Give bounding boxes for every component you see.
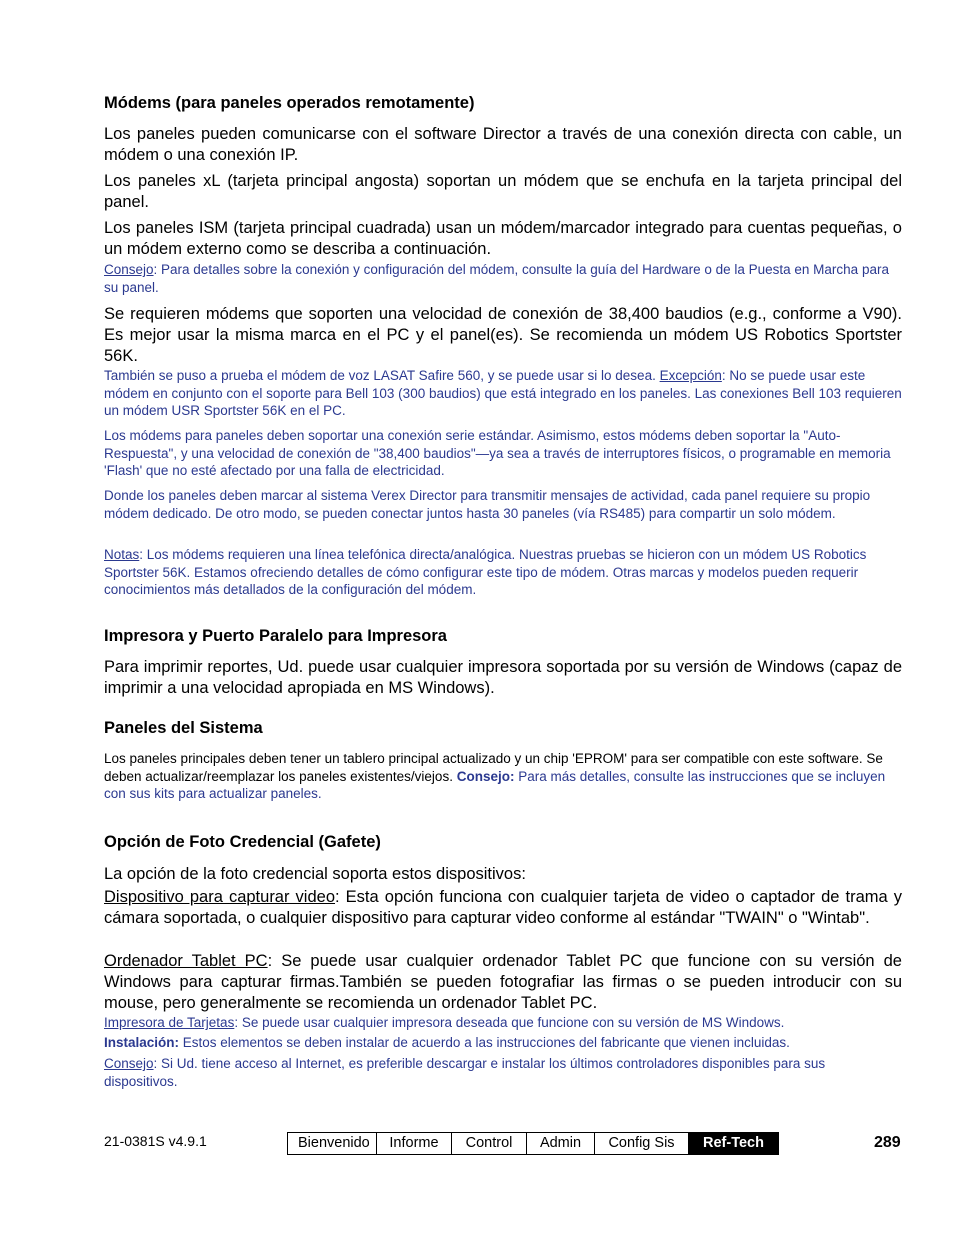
photo-heading: Opción de Foto Credencial (Gafete) <box>104 833 381 851</box>
modems-note-4 <box>104 546 902 599</box>
tab-control[interactable]: Control <box>452 1133 527 1154</box>
note-text: También se puso a prueba el módem de voz LASAT Safire 560, y se puede usar si lo desea. <box>104 368 660 383</box>
modems-note-3: Donde los paneles deben marcar al sistema Verex Director para transmitir mensajes de actividad, cada panel requiere su propio módem dedicado. De otro modo, se pueden conectar juntos hasta 30 paneles (vía RS485) para compartir un solo módem. <box>104 488 871 521</box>
modems-paragraph-1: Los paneles pueden comunicarse con el software Director a través de una conexión directa con cable, un módem o una conexión IP. <box>104 125 902 164</box>
photo-intro: La opción de la foto credencial soporta estos dispositivos: <box>104 865 526 883</box>
note-label: Instalación: <box>104 1035 180 1050</box>
tip-text: : Para detalles sobre la conexión y configuración del módem, consulte la guía del Hardware o de la Puesta en Marcha para su panel. <box>104 262 889 295</box>
photo-note-tip <box>104 1055 902 1090</box>
modems-paragraph-3: Los paneles ISM (tarjeta principal cuadrada) usan un módem/marcador integrado para cuentas pequeñas, o un módem externo como se describa a continuación. <box>104 219 902 258</box>
note-text: : Se puede usar cualquier impresora deseada que funcione con su versión de MS Windows. <box>234 1015 785 1030</box>
panels-text: Los paneles principales deben tener un tablero principal actualizado y un chip 'EPROM' para ser compatible con este software. Se deben actualizar/reemplazar los paneles existentes/viejos. <box>104 751 883 784</box>
device-text: : Se puede usar cualquier ordenador Tablet PC que funcione con su versión de Windows para capturar firmas.También se pueden fotografiar las firmas o se pueden introducir con su mouse, pero generalmente se recomienda un ordenador Tablet PC. <box>104 952 902 1012</box>
tab-admin[interactable]: Admin <box>527 1133 595 1154</box>
page-number: 289 <box>874 1134 901 1151</box>
photo-note-install <box>104 1034 902 1052</box>
modems-paragraph-4: Se requieren módems que soporten una velocidad de conexión de 38,400 baudios (e.g., conforme a V90). Es mejor usar la misma marca en el PC y el panel(es). Se recomienda un módem US Robotics Sportster 56K. <box>104 305 902 365</box>
tip-label: Consejo <box>104 262 154 277</box>
panels-paragraph <box>104 750 902 803</box>
exception-label: Excepción <box>659 368 722 383</box>
document-id: 21-0381S v4.9.1 <box>104 1133 207 1149</box>
note-label: Impresora de Tarjetas <box>104 1015 235 1030</box>
modems-paragraph-2: Los paneles xL (tarjeta principal angosta) soportan un módem que se enchufa en la tarjeta principal del panel. <box>104 172 902 211</box>
modems-note-2: Los módems para paneles deben soportar una conexión serie estándar. Asimismo, estos módems deben soportar la "Auto-Respuesta", y una velocidad de conexión de "38,400 baudios"—ya sea a través de interruptores físicos, o programable en memoria 'Flash' que no esté afectado por una falla de electricidad. <box>104 428 891 478</box>
note-text: : Si Ud. tiene acceso al Internet, es preferible descargar e instalar los últimos controladores disponibles para sus dispositivos. <box>104 1056 826 1089</box>
tab-ref-tech[interactable]: Ref-Tech <box>689 1133 778 1154</box>
device-label: Ordenador Tablet PC <box>104 952 268 970</box>
photo-device-tablet <box>104 951 902 1014</box>
note-text: : No se puede usar este módem en conjunto con el soporte para Bell 103 (300 baudios) que está integrado en los paneles. Las conexiones Bell 103 requieren un módem USR Sportster 56K en el PC. <box>104 368 902 418</box>
printer-heading: Impresora y Puerto Paralelo para Impresora <box>104 627 447 645</box>
device-label: Dispositivo para capturar video <box>104 888 336 906</box>
notes-label: Notas <box>104 547 140 562</box>
tab-config-sis[interactable]: Config Sis <box>595 1133 689 1154</box>
tip-text: Para más detalles, consulte las instrucciones que se incluyen con sus kits para actualizar paneles. <box>104 768 886 801</box>
note-text: : Los módems requieren una línea telefónica directa/analógica. Nuestras pruebas se hicieron con un módem US Robotics Sportster 56K. Estamos ofreciendo detalles de cómo configurar este tipo de módem. Otras marcas y modelos pueden requerir conocimientos más detallados de la configuración del módem. <box>104 547 867 597</box>
note-label: Consejo <box>104 1056 154 1071</box>
tab-bienvenido[interactable]: Bienvenido <box>288 1133 377 1154</box>
photo-device-video <box>104 887 902 929</box>
modems-tip <box>104 261 902 296</box>
tab-informe[interactable]: Informe <box>377 1133 452 1154</box>
modems-note-1 <box>104 367 902 420</box>
panels-heading: Paneles del Sistema <box>104 719 263 737</box>
modems-heading: Módems (para paneles operados remotamente) <box>104 94 475 112</box>
device-text: : Esta opción funciona con cualquier tarjeta de video o captador de trama y cámara soportada, o cualquier dispositivo para capturar video conforme al estándar "TWAIN" o "Wintab". <box>104 888 902 927</box>
photo-note-printer <box>104 1014 902 1032</box>
printer-paragraph: Para imprimir reportes, Ud. puede usar cualquier impresora soportada por su versión de Windows (capaz de imprimir a una velocidad apropiada en MS Windows). <box>104 658 902 697</box>
tip-label: Consejo: <box>456 768 515 784</box>
section-nav <box>287 1132 779 1155</box>
note-text: Estos elementos se deben instalar de acuerdo a las instrucciones del fabricante que vienen incluidas. <box>179 1035 790 1050</box>
